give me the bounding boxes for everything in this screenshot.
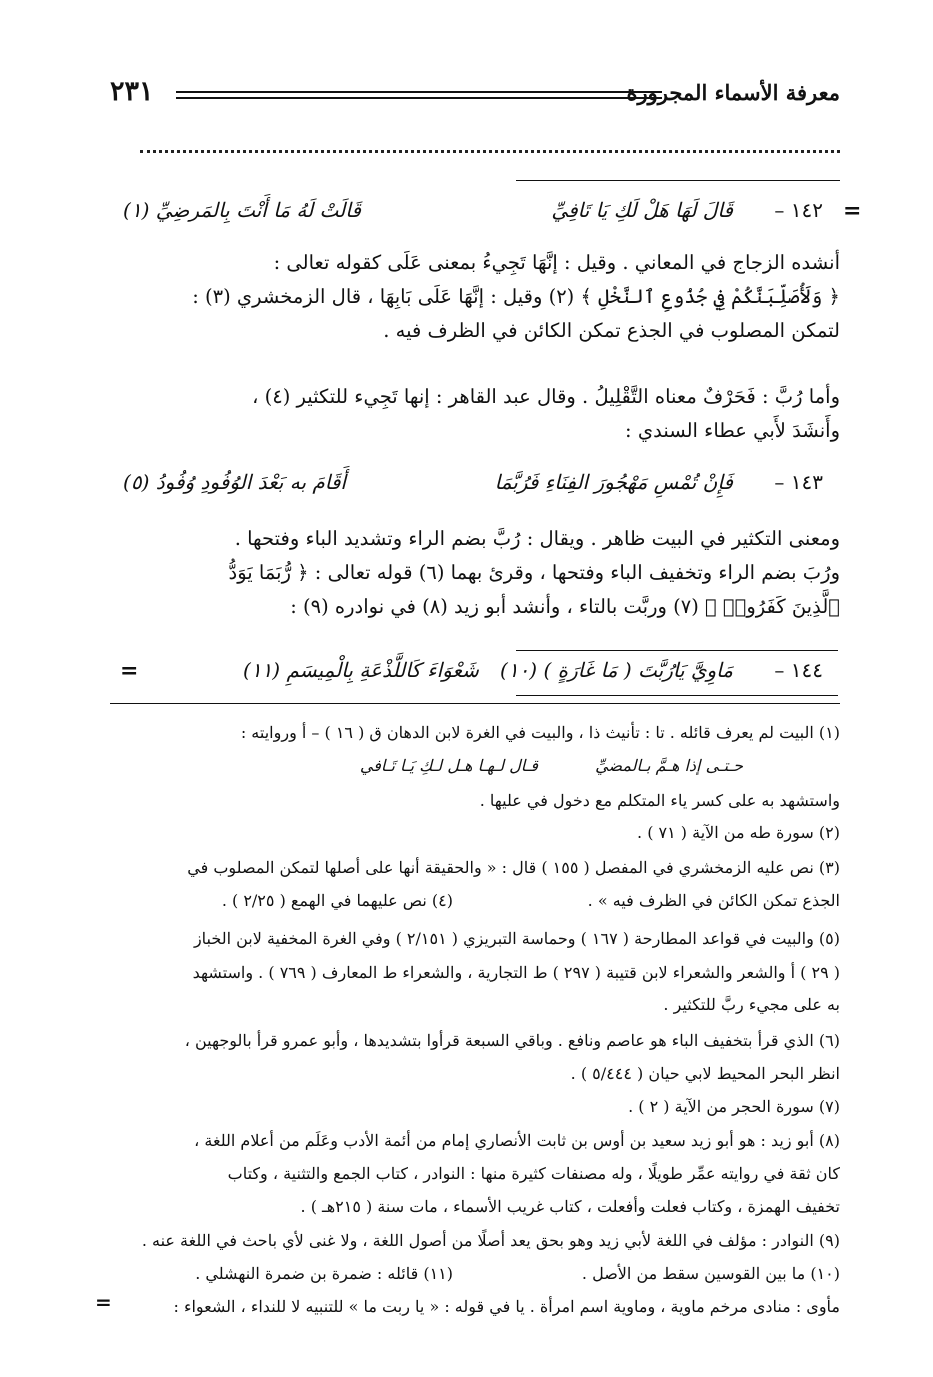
verse-143 — [103, 470, 823, 510]
verse-142 — [103, 198, 823, 238]
verse-hemistich-1: مَاوِيَّ يَارُبَّتَ ( مَا غَارَةٍ ) (١٠) — [500, 658, 733, 682]
text-line: وأما رُبَّ : فَحَرْفٌ معناه التَّقْلِيلُ . وقال عبد القاهر : إنها تَجِيء للتكثير (٤) ، — [252, 385, 840, 408]
text-line: ﴿ وَلَأُصَلِّبَنَّكُمْ فِي جُذُوعِ ٱلنَّخْلِ ﴾ (٢) وقيل : إنَّهَا عَلَى بَابِهَا ، قال الزمخشري (٣) : — [192, 285, 840, 308]
footnote-11: (١١) قائله : ضمرة بن ضمرة النهشلي . — [195, 1264, 453, 1283]
footnote-1-cont: واستشهد به على كسر ياء المتكلم مع دخول في عليها . — [479, 791, 840, 810]
paragraph-1 — [140, 246, 840, 348]
page-number: ٢٣١ — [110, 76, 154, 107]
verse-hemistich-1: قَالَ لَهَا هَلْ لَكِ يَا تَافِيِّ — [551, 198, 733, 222]
verse-hemistich-2: أَقَامَ به بَعْدَ الوُفُودِ وُفُودُ (٥) — [123, 470, 346, 494]
verse-underline — [516, 695, 838, 696]
verse-144 — [103, 658, 823, 698]
verse-number: ١٤٤ – — [774, 658, 823, 682]
footnote-separator — [110, 703, 840, 704]
footnote-9: (٩) النوادر : مؤلف في اللغة لأبي زيد وهو بحق يعد أصلًا من أصول اللغة ، ولا غنى لأي باحث في اللغة عنه . — [141, 1231, 840, 1250]
verse-hemistich-2: قَالَتْ لَهُ مَا أَنْتَ بِالمَرضِيِّ (١) — [123, 198, 361, 222]
footnote-verse-hemistich-2: حـتـى إذا هـمَّ بـالمضيِّ — [595, 756, 743, 775]
running-header — [110, 76, 840, 110]
text-line: وأَنشَدَ لأَبي عطاء السندي : — [625, 419, 840, 442]
footnote-5-cont: به على مجيء ربَّ للتكثير . — [663, 995, 840, 1014]
verse-hemistich-2: شَعْوَاءَ كَاللَّذْعَةِ بِالْمِيسَمِ (١١) — [243, 658, 479, 682]
footnote-8-cont: تخفيف الهمزة ، وكتاب فعلت وأفعلت ، كتاب غريب الأسماء ، مات سنة ( ٢١٥هـ ) . — [300, 1197, 840, 1216]
footnote-4: (٤) نص عليهما في الهمع ( ٢/٢٥ ) . — [221, 891, 453, 910]
text-line: لتمكن المصلوب في الجذع تمكن الكائن في الظرف فيه . — [383, 319, 840, 342]
dotted-separator — [140, 150, 840, 161]
verse-hemistich-1: فَإِنْ تُمْسِ مَهْجُورَ الفِنَاءِ فَرُبَّمَا — [494, 470, 733, 494]
verse-overline — [516, 650, 838, 651]
paragraph-3 — [140, 522, 840, 624]
text-line: ورُبَ بضم الراء وتخفيف الباء وفتحها ، وقرئ بهما (٦) قوله تعالى : ﴿ رُّبَمَا يَوَدُّ — [228, 561, 840, 584]
footnote-8: (٨) أبو زيد : هو أبو زيد سعيد بن أوس بن ثابت الأنصاري إمام من أئمة الأدب وعَلَم من أعلام اللغة ، — [194, 1131, 840, 1150]
paragraph-2 — [140, 380, 840, 448]
footnote-7: (٧) سورة الحجر من الآية ( ٢ ) . — [628, 1097, 840, 1116]
footnote-1: (١) البيت لم يعرف قائله . تا : تأنيث ذا ، والبيت في الغرة لابن الدهان ق ( ١٦ ) – أ وروايته : — [240, 723, 840, 742]
footnote-8-cont: كان ثقة في روايته عمِّر طويلًا ، وله مصنفات كثيرة منها : النوادر ، كتاب الجمع والتثنية ، وكتاب — [227, 1164, 840, 1183]
footnote-6-cont: انظر البحر المحيط لابي حيان ( ٥/٤٤٤ ) . — [570, 1064, 840, 1083]
footnote-10: (١٠) ما بين القوسين سقط من الأصل . — [581, 1264, 840, 1283]
continuation-marker: = — [95, 1290, 112, 1314]
continuation-marker: = — [120, 658, 139, 684]
chapter-title: معرفة الأسماء المجرورة — [626, 80, 840, 105]
verse-overline — [516, 180, 840, 181]
verse-number: ١٤٣ – — [774, 470, 823, 494]
verse-number: ١٤٢ – — [774, 198, 823, 222]
footnote-continuation: مأوى : منادى مرخم ماوية ، وماوية اسم امرأة . يا في قوله : « يا ربت ما » للتنبيه لا للنداء ، الشعواء : — [173, 1297, 840, 1316]
footnote-3: (٣) نص عليه الزمخشري في المفصل ( ١٥٥ ) قال : « والحقيقة أنها على أصلها لتمكن المصلوب في — [187, 858, 840, 877]
continuation-marker: = — [843, 198, 862, 224]
text-line: أنشده الزجاج في المعاني . وقيل : إنَّهَا تَجِيءُ بمعنى عَلَى كقوله تعالى : — [273, 251, 840, 274]
footnote-2: (٢) سورة طه من الآية ( ٧١ ) . — [637, 823, 840, 842]
footnote-5: (٥) والبيت في قواعد المطارحة ( ١٦٧ ) وحماسة التبريزي ( ٢/١٥١ ) وفي الغرة المخفية لابن الخباز — [193, 929, 840, 948]
footnote-5-cont: ( ٢٩ ) أ والشعر والشعراء لابن قتيبة ( ٢٩٧ ) ط التجارية ، والشعراء ط المعارف ( ٧٦٩ ) . واستشهد — [192, 963, 840, 982]
text-line: ومعنى التكثير في البيت ظاهر . ويقال : رُبَّ بضم الراء وتشديد الباء وفتحها . — [234, 527, 840, 550]
text-line: ٱلَّذِينَ كَفَرُوا۟ ﴾ (٧) وربَّت بالتاء ، وأنشد أبو زيد (٨) في نوادره (٩) : — [290, 595, 840, 618]
footnote-3-cont: الجذع تمكن الكائن في الظرف فيه » . — [587, 891, 840, 910]
footnote-verse-hemistich-1: قـال لـهـا هـل لـكِ يَـا تَـافي — [359, 756, 538, 775]
header-rule — [176, 91, 662, 99]
footnote-6: (٦) الذي قرأ بتخفيف الباء هو عاصم ونافع . وباقي السبعة قرأوا بتشديدها ، وأبو عمرو قرأ بالوجهين ، — [184, 1031, 840, 1050]
